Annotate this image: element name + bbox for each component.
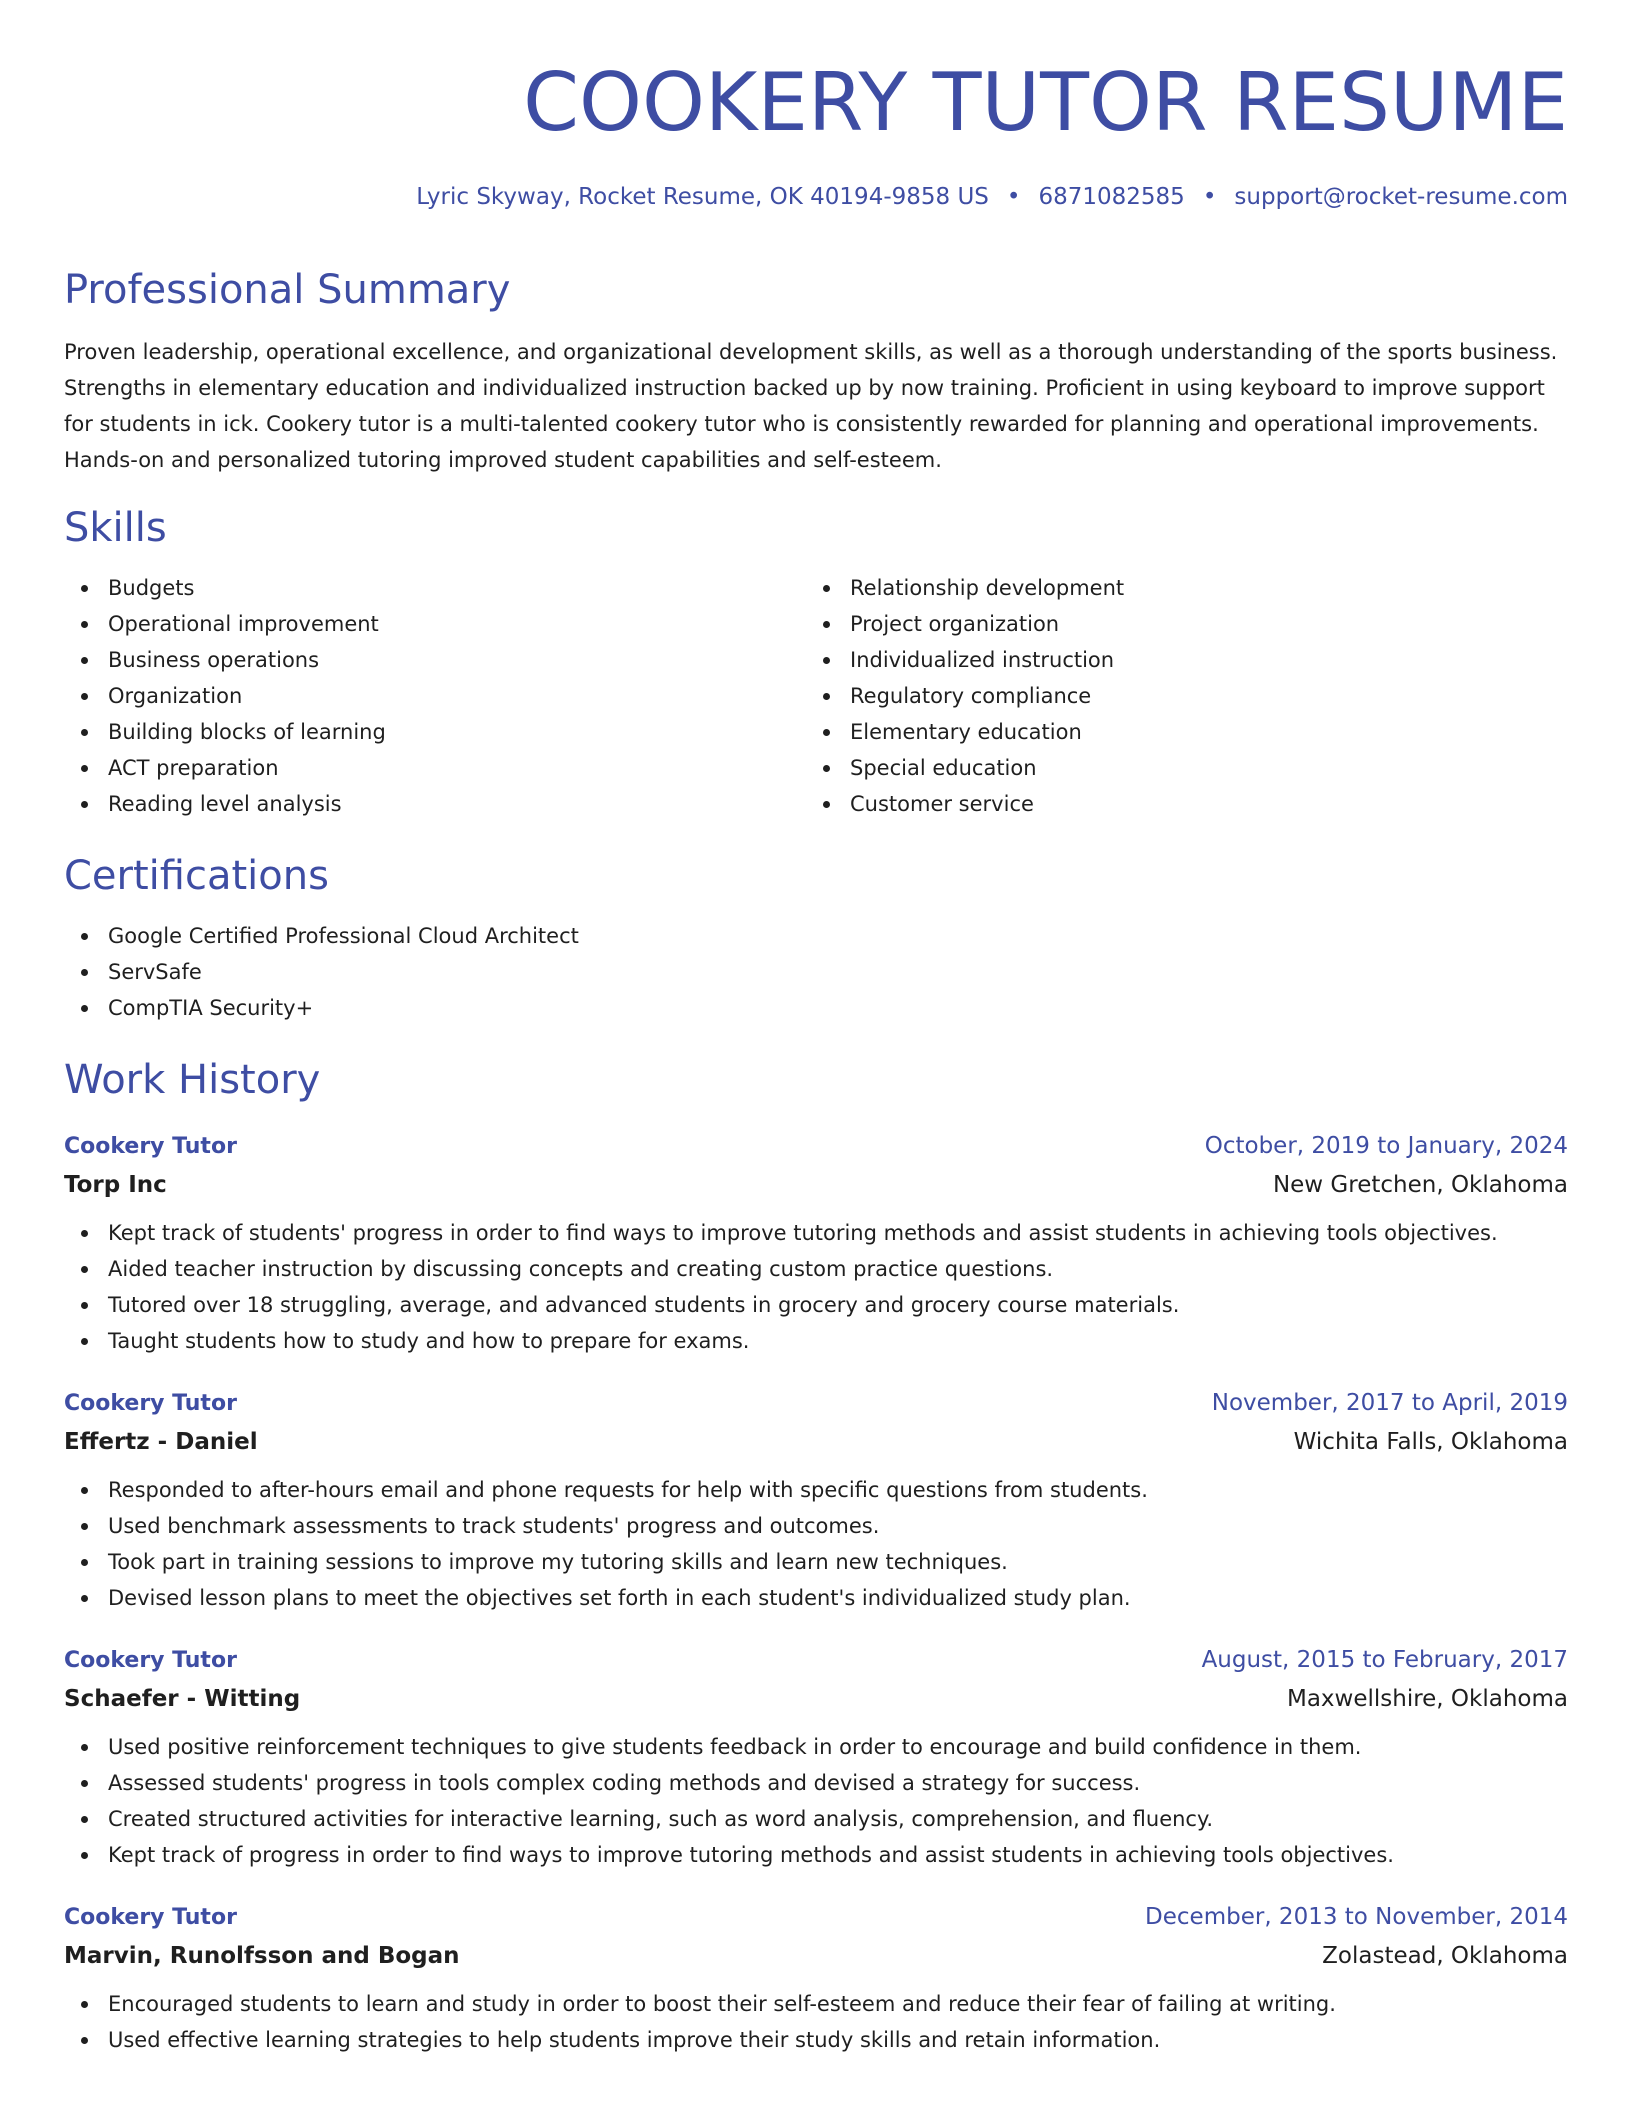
job-entry: [64, 1385, 1568, 1616]
job-entry: [64, 1128, 1568, 1359]
skill-item: Special education: [806, 750, 1548, 786]
job-dates: October, 2019 to January, 2024: [1204, 1133, 1568, 1159]
job-bullet: Encouraged students to learn and study in order to boost their self-esteem and reduce their fear of failing at writing.: [64, 1986, 1568, 2022]
certifications-list: [64, 918, 1568, 1026]
job-bullet: Responded to after-hours email and phone requests for help with specific questions from students.: [64, 1472, 1568, 1508]
summary-text: Proven leadership, operational excellence, and organizational development skills, as well as a thorough understanding of the sports business. Strengths in elementary education and individualized instruction backed up by now training. Proficient in using keyboard to improve support for students in ick. Cookery tutor is a multi-talented cookery tutor who is consistently rewarded for planning and operational improvements. Hands-on and personalized tutoring improved student capabilities and self-esteem.: [64, 340, 1558, 472]
job-entry: [64, 1899, 1568, 2058]
skill-item: Budgets: [64, 570, 806, 606]
job-location: New Gretchen, Oklahoma: [1272, 1172, 1568, 1198]
job-company: Effertz - Daniel: [64, 1429, 258, 1455]
skill-item: Organization: [64, 678, 806, 714]
skill-item: Operational improvement: [64, 606, 806, 642]
job-company-row: [64, 1936, 1568, 1976]
resume-title: COOKERY TUTOR RESUME: [523, 56, 1568, 149]
contact-line: [64, 184, 1568, 210]
work-history-list: [64, 1128, 1568, 2058]
job-location: Wichita Falls, Oklahoma: [1293, 1429, 1568, 1455]
skill-item: Elementary education: [806, 714, 1548, 750]
job-bullet: Took part in training sessions to improve my tutoring skills and learn new techniques.: [64, 1544, 1568, 1580]
job-bullets: [64, 1215, 1568, 1359]
skills-list-right: [806, 570, 1548, 822]
summary-heading: Professional Summary: [64, 267, 511, 313]
job-location: Maxwellshire, Oklahoma: [1286, 1686, 1568, 1712]
skill-item: Project organization: [806, 606, 1548, 642]
job-bullet: Devised lesson plans to meet the objectives set forth in each student's individualized study plan.: [64, 1580, 1568, 1616]
job-title-row: [64, 1899, 1568, 1936]
skill-item: Relationship development: [806, 570, 1548, 606]
contact-separator: •: [1006, 184, 1021, 210]
job-location: Zolastead, Oklahoma: [1322, 1943, 1568, 1969]
job-company: Schaefer - Witting: [64, 1686, 301, 1712]
job-dates: August, 2015 to February, 2017: [1201, 1647, 1568, 1673]
job-company: Marvin, Runolfsson and Bogan: [64, 1943, 460, 1969]
contact-phone: 6871082585: [1038, 184, 1185, 210]
job-title-row: [64, 1642, 1568, 1679]
skill-item: Business operations: [64, 642, 806, 678]
job-title-row: [64, 1128, 1568, 1165]
job-bullet: Aided teacher instruction by discussing concepts and creating custom practice questions.: [64, 1251, 1568, 1287]
skill-item: Regulatory compliance: [806, 678, 1548, 714]
job-title: Cookery Tutor: [64, 1391, 237, 1416]
job-title: Cookery Tutor: [64, 1648, 237, 1673]
skills-grid: [64, 570, 1568, 822]
job-bullets: [64, 1472, 1568, 1616]
skill-item: ACT preparation: [64, 750, 806, 786]
skills-list-left: [64, 570, 806, 822]
job-bullets: [64, 1729, 1568, 1873]
job-dates: November, 2017 to April, 2019: [1211, 1390, 1568, 1416]
skill-item: Individualized instruction: [806, 642, 1548, 678]
job-bullet: Assessed students' progress in tools complex coding methods and devised a strategy for success.: [64, 1765, 1568, 1801]
job-title: Cookery Tutor: [64, 1134, 237, 1159]
job-entry: [64, 1642, 1568, 1873]
certification-item: Google Certified Professional Cloud Architect: [64, 918, 1568, 954]
job-company-row: [64, 1679, 1568, 1719]
skill-item: Customer service: [806, 786, 1548, 822]
job-bullets: [64, 1986, 1568, 2058]
skills-heading: Skills: [64, 505, 167, 551]
contact-separator: •: [1202, 184, 1217, 210]
job-bullet: Used effective learning strategies to help students improve their study skills and retain information.: [64, 2022, 1568, 2058]
contact-email: support@rocket-resume.com: [1234, 184, 1568, 210]
job-bullet: Taught students how to study and how to prepare for exams.: [64, 1323, 1568, 1359]
skill-item: Reading level analysis: [64, 786, 806, 822]
certification-item: ServSafe: [64, 954, 1568, 990]
job-title-row: [64, 1385, 1568, 1422]
job-bullet: Created structured activities for interactive learning, such as word analysis, comprehension, and fluency.: [64, 1801, 1568, 1837]
job-company: Torp Inc: [64, 1172, 167, 1198]
contact-address: Lyric Skyway, Rocket Resume, OK 40194-9858 US: [416, 184, 989, 210]
job-bullet: Used benchmark assessments to track students' progress and outcomes.: [64, 1508, 1568, 1544]
job-bullet: Kept track of progress in order to find ways to improve tutoring methods and assist students in achieving tools objectives.: [64, 1837, 1568, 1873]
skill-item: Building blocks of learning: [64, 714, 806, 750]
job-dates: December, 2013 to November, 2014: [1145, 1904, 1568, 1930]
certification-item: CompTIA Security+: [64, 990, 1568, 1026]
work-history-heading: Work History: [64, 1057, 321, 1103]
job-company-row: [64, 1165, 1568, 1205]
job-bullet: Tutored over 18 struggling, average, and advanced students in grocery and grocery course materials.: [64, 1287, 1568, 1323]
certifications-heading: Certifications: [64, 853, 329, 899]
job-bullet: Kept track of students' progress in order to find ways to improve tutoring methods and assist students in achieving tools objectives.: [64, 1215, 1568, 1251]
job-company-row: [64, 1422, 1568, 1462]
job-bullet: Used positive reinforcement techniques to give students feedback in order to encourage and build confidence in them.: [64, 1729, 1568, 1765]
job-title: Cookery Tutor: [64, 1905, 237, 1930]
